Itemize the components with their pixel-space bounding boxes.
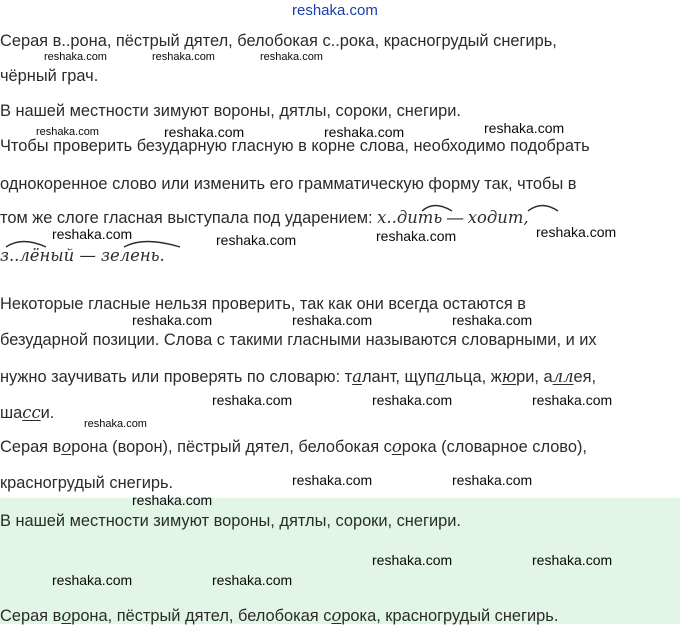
root-arc-icon [6, 242, 46, 248]
watermark: reshaka.com [376, 228, 457, 244]
rule-paragraph-line: нужно заучивать или проверять по словарю: талант, щупальца, жюри, аллея, [0, 367, 597, 386]
watermark: reshaka.com [260, 51, 323, 63]
rule-paragraph-line: однокоренное слово или изменить его грамматическую форму так, чтобы в [0, 175, 577, 193]
root-arc-icon [124, 242, 180, 248]
answer-line: Серая ворона (ворон), пёстрый дятел, белобокая сорока (словарное слово), [0, 437, 587, 456]
watermark: reshaka.com [452, 312, 533, 328]
example-word: ходит, [467, 208, 529, 227]
root-arc-icon [528, 206, 558, 212]
watermark: reshaka.com [372, 552, 453, 568]
rule-paragraph-line: безударной позиции. Слова с такими гласными называются словарными, и их [0, 331, 597, 349]
rule-paragraph-line: Чтобы проверить безударную гласную в корне слова, необходимо подобрать [0, 137, 590, 155]
rule-paragraph-text: том же слоге гласная выступала под ударением: [0, 209, 373, 227]
watermark: reshaka.com [152, 51, 215, 63]
answer-line: красногрудый снегирь. [0, 474, 174, 492]
answer-line: Серая ворона, пёстрый дятел, белобокая сорока, красногрудый снегирь. [0, 606, 559, 625]
watermark: reshaka.com [36, 126, 99, 138]
watermark: reshaka.com [216, 232, 297, 248]
dash: — [79, 246, 96, 265]
watermark: reshaka.com [324, 124, 405, 140]
watermark: reshaka.com [292, 312, 373, 328]
dictionary-vowel: а [435, 367, 446, 386]
watermark: reshaka.com [372, 392, 453, 408]
watermark: reshaka.com [132, 312, 213, 328]
sentence-line: В нашей местности зимуют вороны, дятлы, сороки, снегири. [0, 102, 461, 120]
watermark: reshaka.com [292, 472, 373, 488]
example-word: зелень. [101, 246, 165, 265]
dictionary-vowel: ю [501, 367, 517, 386]
inserted-vowel: о [61, 606, 72, 625]
watermark: reshaka.com [212, 392, 293, 408]
dictionary-vowel: сс [22, 403, 41, 422]
dash: — [446, 209, 464, 227]
dictionary-vowel: лл [552, 367, 574, 386]
inserted-vowel: о [331, 606, 342, 625]
watermark: reshaka.com [452, 472, 533, 488]
watermark: reshaka.com [52, 572, 133, 588]
inserted-vowel: о [61, 437, 72, 456]
rule-paragraph-line: шасси. [0, 403, 55, 422]
root-arc-icon [422, 206, 452, 212]
watermark: reshaka.com [164, 124, 245, 140]
example-word: х..дить [377, 208, 443, 227]
watermark: reshaka.com [132, 492, 213, 508]
watermark: reshaka.com [536, 224, 617, 240]
watermark: reshaka.com [212, 572, 293, 588]
site-logo-text[interactable]: reshaka.com [292, 2, 378, 19]
root-arcs [420, 198, 580, 214]
watermark: reshaka.com [52, 226, 133, 242]
watermark: reshaka.com [484, 120, 565, 136]
inserted-vowel: о [391, 437, 402, 456]
rule-paragraph-line: Некоторые гласные нельзя проверить, так как они всегда остаются в [0, 295, 526, 313]
watermark: reshaka.com [84, 418, 147, 430]
task-line: чёрный грач. [0, 67, 99, 85]
watermark: reshaka.com [532, 552, 613, 568]
dictionary-vowel: а [352, 367, 362, 386]
task-line: Серая в..рона, пёстрый дятел, белобокая с..рока, красногрудый снегирь, [0, 32, 557, 50]
watermark: reshaka.com [532, 392, 613, 408]
example-word: з..лёный [0, 246, 75, 265]
sentence-line: В нашей местности зимуют вороны, дятлы, сороки, снегири. [0, 512, 461, 530]
watermark: reshaka.com [44, 51, 107, 63]
